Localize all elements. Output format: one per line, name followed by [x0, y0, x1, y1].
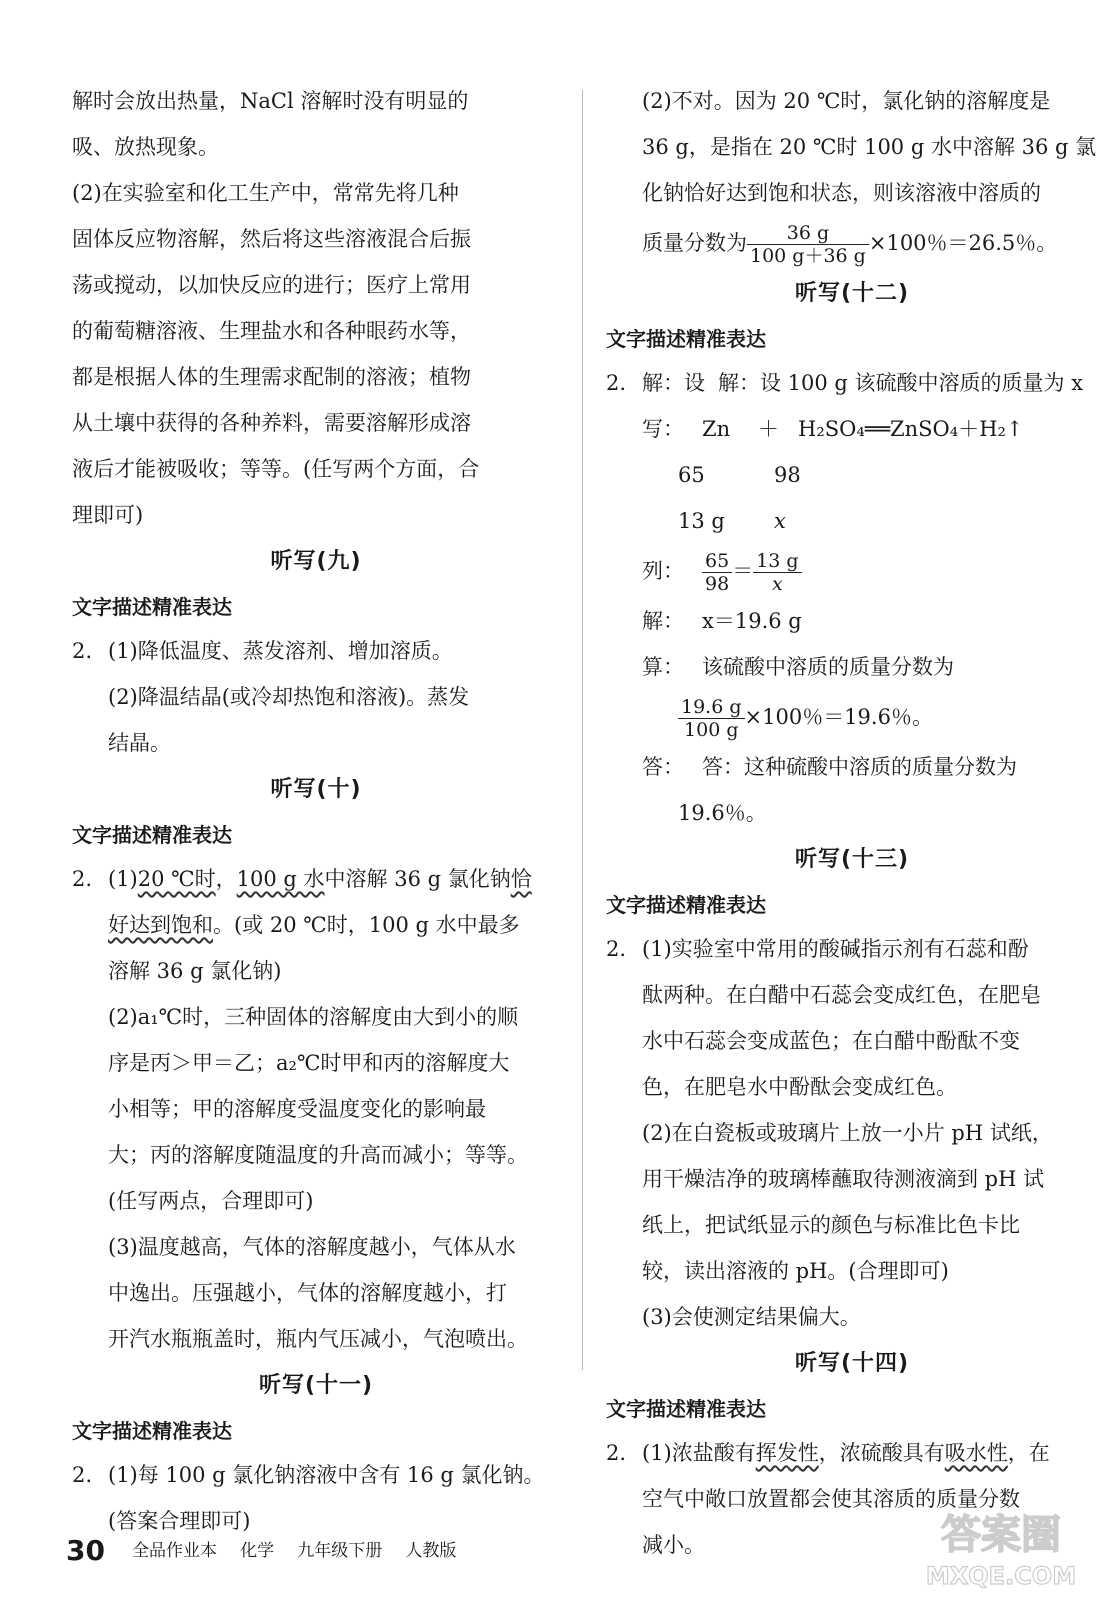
- section-subtitle: 文字描述精准表达: [606, 893, 766, 917]
- question-number: 2.: [72, 1463, 93, 1487]
- answer-text: (3)会使测定结果偏大。: [642, 1305, 861, 1329]
- answer-text: (2)a₁℃时，三种固体的溶解度由大到小的顺: [108, 1005, 519, 1029]
- text-line: (2)在实验室和化工生产中，常常先将几种: [72, 181, 459, 205]
- fraction: [753, 550, 801, 595]
- subject: 化学: [240, 1540, 275, 1561]
- proportion-line: [606, 544, 1098, 598]
- equation-value: 65: [678, 463, 705, 487]
- section-title-11: 听写(十一): [258, 1373, 374, 1398]
- section-title-13: 听写(十三): [794, 847, 910, 872]
- answer-text: 大；丙的溶解度随温度的升高而减小；等等。: [108, 1143, 528, 1167]
- equation-value: 98: [774, 463, 801, 487]
- answer-text: x＝19.6 g: [702, 609, 802, 633]
- section-subtitle: 文字描述精准表达: [72, 823, 232, 847]
- section-subtitle: 文字描述精准表达: [606, 327, 766, 351]
- answer-text: (1): [108, 867, 138, 891]
- underlined-keyword: 吸水性: [944, 1441, 1008, 1465]
- grade: 九年级下册: [297, 1540, 383, 1561]
- answer-text: 溶解 36 g 氯化钠): [108, 959, 282, 983]
- step-label: 写：: [642, 417, 684, 441]
- section-title-10: 听写(十): [270, 777, 362, 802]
- answer-text: 用干燥洁净的玻璃棒蘸取待测液滴到 pH 试: [642, 1167, 1045, 1191]
- underlined-keyword: 100 g 水: [236, 867, 325, 891]
- page-number: 30: [66, 1533, 105, 1567]
- left-column: [72, 78, 560, 1544]
- fraction: [747, 222, 869, 267]
- answer-text: 序是丙＞甲＝乙；a₂℃时甲和丙的溶解度大: [108, 1051, 510, 1075]
- answer-text: 纸上，把试纸显示的颜色与标准比色卡比: [642, 1213, 1020, 1237]
- answer-text: (1)降低温度、蒸发溶剂、增加溶质。: [108, 639, 453, 663]
- numerator: 13 g: [753, 550, 801, 573]
- underlined-keyword: 挥发性: [755, 1441, 819, 1465]
- answer-text: ，浓硫酸具有: [818, 1441, 945, 1465]
- answer-text: ×100％＝19.6％。: [744, 705, 933, 729]
- answer-text: (2)不对。因为 20 ℃时，氯化钠的溶解度是: [642, 89, 1051, 113]
- answer-text: 色，在肥皂水中酚酞会变成红色。: [642, 1075, 957, 1099]
- answer-text: 答：这种硫酸中溶质的质量分数为: [702, 755, 1017, 779]
- answer-text: ，: [215, 867, 237, 891]
- watermark-text-bottom: MXQE.COM: [925, 1562, 1077, 1590]
- text-line: 荡或搅动，以加快反应的进行；医疗上常用: [72, 273, 471, 297]
- answer-text: 解：设 100 g 该硫酸中溶质的质量为 x: [718, 371, 1084, 395]
- denominator: 100 g: [684, 719, 739, 741]
- equation-term: ══ZnSO₄＋H₂↑: [864, 417, 1024, 441]
- column-divider: [582, 90, 583, 1370]
- text-line: 都是根据人体的生理需求配制的溶液；植物: [72, 365, 471, 389]
- numerator: 19.6 g: [678, 696, 745, 719]
- answer-text: 结晶。: [108, 731, 171, 755]
- text-line: 解时会放出热量，NaCl 溶解时没有明显的: [72, 89, 469, 113]
- answer-text: 质量分数为: [642, 231, 747, 255]
- section-subtitle: 文字描述精准表达: [606, 1397, 766, 1421]
- watermark-logo: [915, 1498, 1087, 1592]
- answer-text: 减小。: [642, 1533, 705, 1557]
- edition: 人教版: [405, 1540, 457, 1561]
- text-line: 的葡萄糖溶液、生理盐水和各种眼药水等，: [72, 319, 471, 343]
- text-line: 液后才能被吸收；等等。(任写两个方面，合: [72, 457, 480, 481]
- answer-text: 小相等；甲的溶解度受温度变化的影响最: [108, 1097, 486, 1121]
- equation-term: Zn: [702, 417, 731, 441]
- answer-text: 水中石蕊会变成蓝色；在白醋中酚酞不变: [642, 1029, 1020, 1053]
- right-column: [606, 78, 1098, 1568]
- answer-text: 19.6％。: [678, 801, 767, 825]
- answer-text: 。(或 20 ℃时，100 g 水中最多: [213, 913, 520, 937]
- answer-text: (任写两点，合理即可): [108, 1189, 314, 1213]
- equation-value: x: [774, 509, 786, 533]
- answer-text: 中溶解 36 g 氯化钠: [324, 867, 511, 891]
- fraction: [702, 550, 732, 595]
- answer-text: 酞两种。在白醋中石蕊会变成红色，在肥皂: [642, 983, 1041, 1007]
- question-number: 2.: [606, 937, 627, 961]
- answer-text: 该硫酸中溶质的质量分数为: [702, 655, 954, 679]
- underlined-keyword: 20 ℃时: [137, 867, 216, 891]
- numerator: 36 g: [747, 222, 869, 245]
- answer-text: (2)在白瓷板或玻璃片上放一小片 pH 试纸，: [642, 1121, 1053, 1145]
- denominator: 98: [705, 573, 730, 595]
- fraction: [678, 696, 745, 741]
- question-number: 2.: [606, 1441, 627, 1465]
- answer-text: 较，读出溶液的 pH。(合理即可): [642, 1259, 949, 1283]
- answer-text: ×100％＝26.5％。: [868, 231, 1058, 255]
- step-label: 解：设: [642, 371, 705, 395]
- answer-text: ，在: [1007, 1441, 1050, 1465]
- watermark-text-top: 答案圈: [941, 1512, 1061, 1558]
- section-subtitle: 文字描述精准表达: [72, 595, 232, 619]
- question-number: 2.: [72, 867, 93, 891]
- underlined-keyword: 好达到饱和: [108, 913, 213, 937]
- equation-value: 13 g: [678, 509, 725, 533]
- numerator: 65: [702, 550, 732, 573]
- denominator: 100 g＋36 g: [750, 245, 866, 267]
- fraction-line: [606, 690, 1098, 744]
- section-title-14: 听写(十四): [794, 1351, 910, 1376]
- answer-text: 36 g，是指在 20 ℃时 100 g 水中溶解 36 g 氯: [642, 135, 1097, 159]
- book-title: 全品作业本: [132, 1540, 218, 1561]
- fraction-line: [606, 216, 1098, 270]
- answer-text: 化钠恰好达到饱和状态，则该溶液中溶质的: [642, 181, 1041, 205]
- answer-text: 中逸出。压强越小，气体的溶解度越小，打: [108, 1281, 507, 1305]
- step-label: 答：: [642, 755, 684, 779]
- step-label: 解：: [642, 609, 684, 633]
- step-label: 算：: [642, 655, 684, 679]
- text-line: 从土壤中获得的各种养料，需要溶解形成溶: [72, 411, 471, 435]
- answer-text: 开汽水瓶瓶盖时，瓶内气压减小，气泡喷出。: [108, 1327, 528, 1351]
- step-label: 列：: [642, 559, 684, 583]
- text-line: 吸、放热现象。: [72, 135, 219, 159]
- answer-text: 空气中敞口放置都会使其溶质的质量分数: [642, 1487, 1020, 1511]
- section-subtitle: 文字描述精准表达: [72, 1419, 232, 1443]
- answer-text: (答案合理即可): [108, 1509, 251, 1533]
- answer-text: (1)实验室中常用的酸碱指示剂有石蕊和酚: [642, 937, 1029, 961]
- question-number: 2.: [72, 639, 93, 663]
- answer-text: (3)温度越高，气体的溶解度越小，气体从水: [108, 1235, 516, 1259]
- question-number: 2.: [606, 371, 627, 395]
- section-title-12: 听写(十二): [794, 281, 910, 306]
- text-line: 固体反应物溶解，然后将这些溶液混合后振: [72, 227, 471, 251]
- denominator: x: [772, 573, 783, 595]
- text-line: 理即可): [72, 503, 144, 527]
- equation-term: H₂SO₄: [798, 417, 865, 441]
- page-footer: [66, 1530, 474, 1570]
- answer-text: (1)每 100 g 氯化钠溶液中含有 16 g 氯化钠。: [108, 1463, 545, 1487]
- equation-term: ＋: [758, 417, 779, 441]
- answer-text: (2)降温结晶(或冷却热饱和溶液)。蒸发: [108, 685, 470, 709]
- answer-text: (1)浓盐酸有: [642, 1441, 756, 1465]
- section-title-9: 听写(九): [270, 549, 362, 574]
- underlined-keyword: 恰: [510, 867, 532, 891]
- equals-sign: ＝: [732, 559, 754, 583]
